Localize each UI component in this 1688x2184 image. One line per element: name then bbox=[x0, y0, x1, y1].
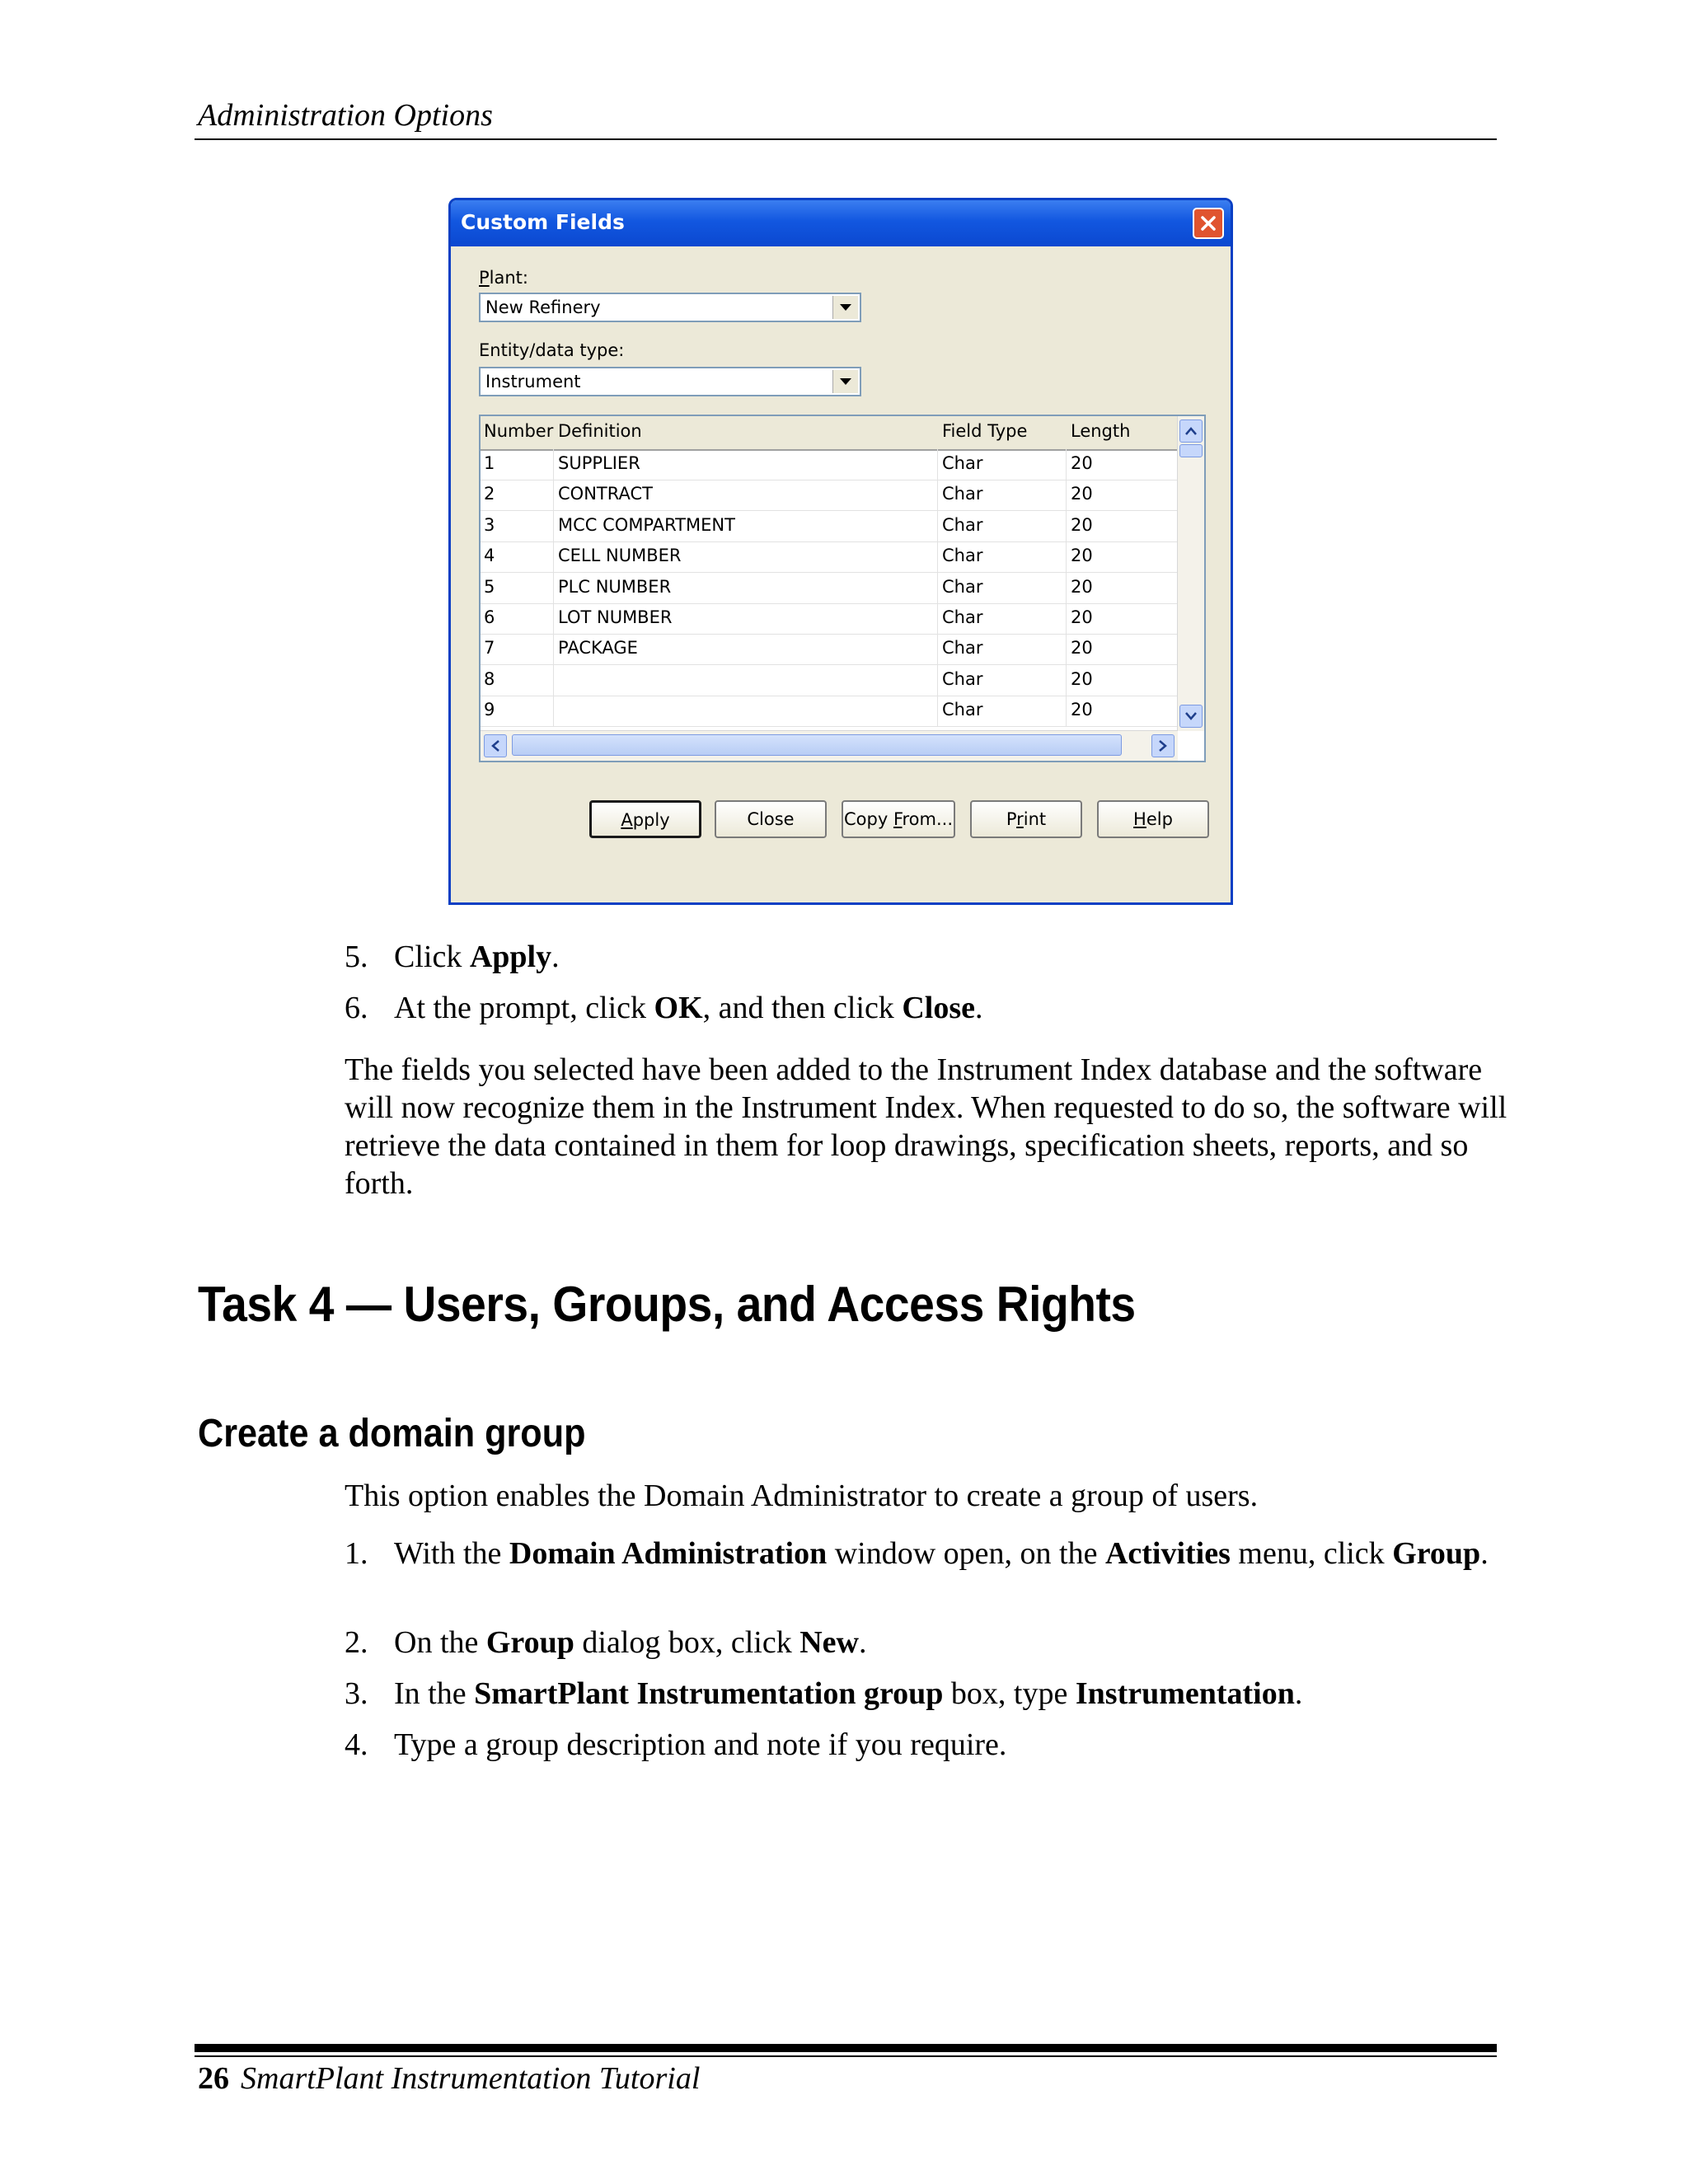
cell-length[interactable]: 20 bbox=[1071, 638, 1093, 658]
table-row[interactable] bbox=[481, 665, 1178, 696]
cell-number[interactable]: 3 bbox=[484, 514, 495, 535]
text-run: Type a group description and note if you require. bbox=[394, 1727, 1007, 1762]
bold-term: Apply bbox=[469, 940, 552, 974]
horizontal-scrollbar[interactable] bbox=[481, 730, 1178, 761]
footer-title: SmartPlant Instrumentation Tutorial bbox=[241, 2061, 701, 2096]
cell-number[interactable]: 5 bbox=[484, 576, 495, 597]
cell-definition[interactable]: PACKAGE bbox=[558, 638, 638, 658]
running-footer bbox=[198, 2060, 700, 2097]
footer-rule bbox=[195, 2044, 1497, 2052]
chevron-down-icon[interactable] bbox=[832, 370, 858, 393]
entity-value: Instrument bbox=[485, 372, 581, 391]
scroll-thumb[interactable] bbox=[512, 734, 1122, 756]
bold-term: Instrumentation bbox=[1075, 1676, 1295, 1711]
list-text bbox=[394, 1535, 1490, 1572]
list-text bbox=[394, 1624, 1490, 1661]
column-header-number[interactable]: Number bbox=[484, 421, 554, 441]
list-text bbox=[394, 989, 1490, 1027]
plant-value: New Refinery bbox=[485, 298, 601, 317]
cell-length[interactable]: 20 bbox=[1071, 453, 1093, 473]
cell-number[interactable]: 1 bbox=[484, 453, 495, 473]
plant-label: Plant: bbox=[479, 268, 528, 288]
list-text bbox=[394, 1675, 1490, 1713]
text-run: menu, click bbox=[1230, 1536, 1393, 1571]
grid-header bbox=[481, 416, 1178, 451]
text-run: . bbox=[1294, 1676, 1303, 1711]
table-row[interactable] bbox=[481, 511, 1178, 542]
table-row[interactable] bbox=[481, 696, 1178, 727]
cell-number[interactable]: 7 bbox=[484, 638, 495, 658]
running-header: Administration Options bbox=[198, 98, 493, 133]
cell-length[interactable]: 20 bbox=[1071, 484, 1093, 504]
cell-length[interactable]: 20 bbox=[1071, 514, 1093, 535]
scroll-left-icon[interactable] bbox=[484, 734, 507, 757]
text-run: At the prompt, click bbox=[394, 991, 654, 1025]
text-run: . bbox=[1480, 1536, 1489, 1571]
body-paragraph: This option enables the Domain Administrator to create a group of users. bbox=[345, 1479, 1259, 1513]
subsection-heading: Create a domain group bbox=[198, 1412, 586, 1455]
cell-field-type[interactable]: Char bbox=[942, 607, 983, 627]
cell-definition[interactable]: PLC NUMBER bbox=[558, 576, 672, 597]
list-text bbox=[394, 1726, 1490, 1764]
text-run: box, type bbox=[943, 1676, 1076, 1711]
column-header-definition[interactable]: Definition bbox=[558, 421, 642, 441]
print-button[interactable]: Print bbox=[970, 800, 1082, 838]
help-button[interactable]: Help bbox=[1097, 800, 1209, 838]
bold-term: New bbox=[799, 1625, 859, 1660]
cell-length[interactable]: 20 bbox=[1071, 576, 1093, 597]
list-text bbox=[394, 938, 1490, 976]
section-heading: Task 4 — Users, Groups, and Access Rights bbox=[198, 1277, 1136, 1332]
table-row[interactable] bbox=[481, 634, 1178, 665]
chevron-down-icon[interactable] bbox=[832, 296, 858, 319]
close-icon[interactable] bbox=[1193, 208, 1224, 239]
text-run: Click bbox=[394, 940, 470, 974]
footer-rule bbox=[195, 2055, 1497, 2057]
cell-field-type[interactable]: Char bbox=[942, 576, 983, 597]
column-header-field-type[interactable]: Field Type bbox=[942, 421, 1028, 441]
cell-length[interactable]: 20 bbox=[1071, 700, 1093, 720]
table-row[interactable] bbox=[481, 541, 1178, 573]
text-run: On the bbox=[394, 1625, 486, 1660]
cell-number[interactable]: 8 bbox=[484, 668, 495, 689]
apply-button[interactable]: Apply bbox=[589, 800, 701, 838]
copy-from-button[interactable]: Copy From... bbox=[842, 800, 955, 838]
cell-length[interactable]: 20 bbox=[1071, 546, 1093, 566]
cell-number[interactable]: 9 bbox=[484, 700, 495, 720]
cell-number[interactable]: 6 bbox=[484, 607, 495, 627]
bold-term: Domain Administration bbox=[509, 1536, 828, 1571]
list-number: 4. bbox=[345, 1727, 368, 1762]
custom-fields-grid[interactable] bbox=[479, 415, 1206, 762]
cell-field-type[interactable]: Char bbox=[942, 700, 983, 720]
cell-definition[interactable]: SUPPLIER bbox=[558, 453, 640, 473]
bold-term: Group bbox=[485, 1625, 574, 1660]
plant-combobox[interactable] bbox=[479, 293, 861, 322]
table-row[interactable] bbox=[481, 603, 1178, 635]
custom-fields-dialog bbox=[448, 198, 1233, 905]
bold-term: OK bbox=[654, 991, 703, 1025]
list-number: 5. bbox=[345, 940, 368, 974]
table-row[interactable] bbox=[481, 449, 1178, 480]
header-rule bbox=[195, 138, 1497, 140]
cell-definition[interactable]: LOT NUMBER bbox=[558, 607, 673, 627]
cell-field-type[interactable]: Char bbox=[942, 668, 983, 689]
entity-combobox[interactable] bbox=[479, 367, 861, 396]
cell-definition[interactable]: MCC COMPARTMENT bbox=[558, 514, 735, 535]
dialog-title: Custom Fields bbox=[461, 210, 625, 234]
page-number: 26 bbox=[198, 2061, 229, 2096]
cell-field-type[interactable]: Char bbox=[942, 514, 983, 535]
scroll-up-icon[interactable] bbox=[1179, 419, 1203, 443]
text-run: . bbox=[551, 940, 560, 974]
text-run: , and then click bbox=[702, 991, 903, 1025]
close-button[interactable]: Close bbox=[715, 800, 827, 838]
text-run: With the bbox=[394, 1536, 509, 1571]
list-number: 6. bbox=[345, 991, 368, 1025]
bold-term: Activities bbox=[1104, 1536, 1231, 1571]
bold-term: Group bbox=[1392, 1536, 1481, 1571]
column-header-length[interactable]: Length bbox=[1071, 421, 1131, 441]
cell-length[interactable]: 20 bbox=[1071, 607, 1093, 627]
table-row[interactable] bbox=[481, 573, 1178, 604]
list-number: 2. bbox=[345, 1625, 368, 1660]
table-row[interactable] bbox=[481, 480, 1178, 511]
list-number: 1. bbox=[345, 1536, 368, 1571]
cell-field-type[interactable]: Char bbox=[942, 453, 983, 473]
body-paragraph: The fields you selected have been added to the Instrument Index database and the software will now recognize them in the Instrument Index. When requested to do so, the software will retrieve the data contained in them for loop drawings, specification sheets, reports, and so forth. bbox=[345, 1052, 1507, 1201]
bold-term: Close bbox=[902, 991, 975, 1025]
bold-term: SmartPlant Instrumentation group bbox=[474, 1676, 944, 1711]
list-number: 3. bbox=[345, 1676, 368, 1711]
scroll-thumb[interactable] bbox=[1179, 444, 1203, 457]
cell-field-type[interactable]: Char bbox=[942, 546, 983, 566]
cell-number[interactable]: 4 bbox=[484, 546, 495, 566]
cell-field-type[interactable]: Char bbox=[942, 484, 983, 504]
cell-length[interactable]: 20 bbox=[1071, 668, 1093, 689]
cell-definition[interactable]: CONTRACT bbox=[558, 484, 653, 504]
text-run: . bbox=[974, 991, 983, 1025]
scroll-right-icon[interactable] bbox=[1151, 734, 1175, 757]
text-run: In the bbox=[394, 1676, 475, 1711]
cell-definition[interactable]: CELL NUMBER bbox=[558, 546, 682, 566]
text-run: dialog box, click bbox=[574, 1625, 800, 1660]
text-run: . bbox=[859, 1625, 867, 1660]
dialog-title-bar[interactable] bbox=[451, 200, 1231, 246]
vertical-scrollbar[interactable] bbox=[1177, 416, 1204, 731]
cell-field-type[interactable]: Char bbox=[942, 638, 983, 658]
cell-number[interactable]: 2 bbox=[484, 484, 495, 504]
entity-label: Entity/data type: bbox=[479, 340, 625, 360]
scroll-down-icon[interactable] bbox=[1179, 705, 1203, 728]
text-run: window open, on the bbox=[827, 1536, 1105, 1571]
